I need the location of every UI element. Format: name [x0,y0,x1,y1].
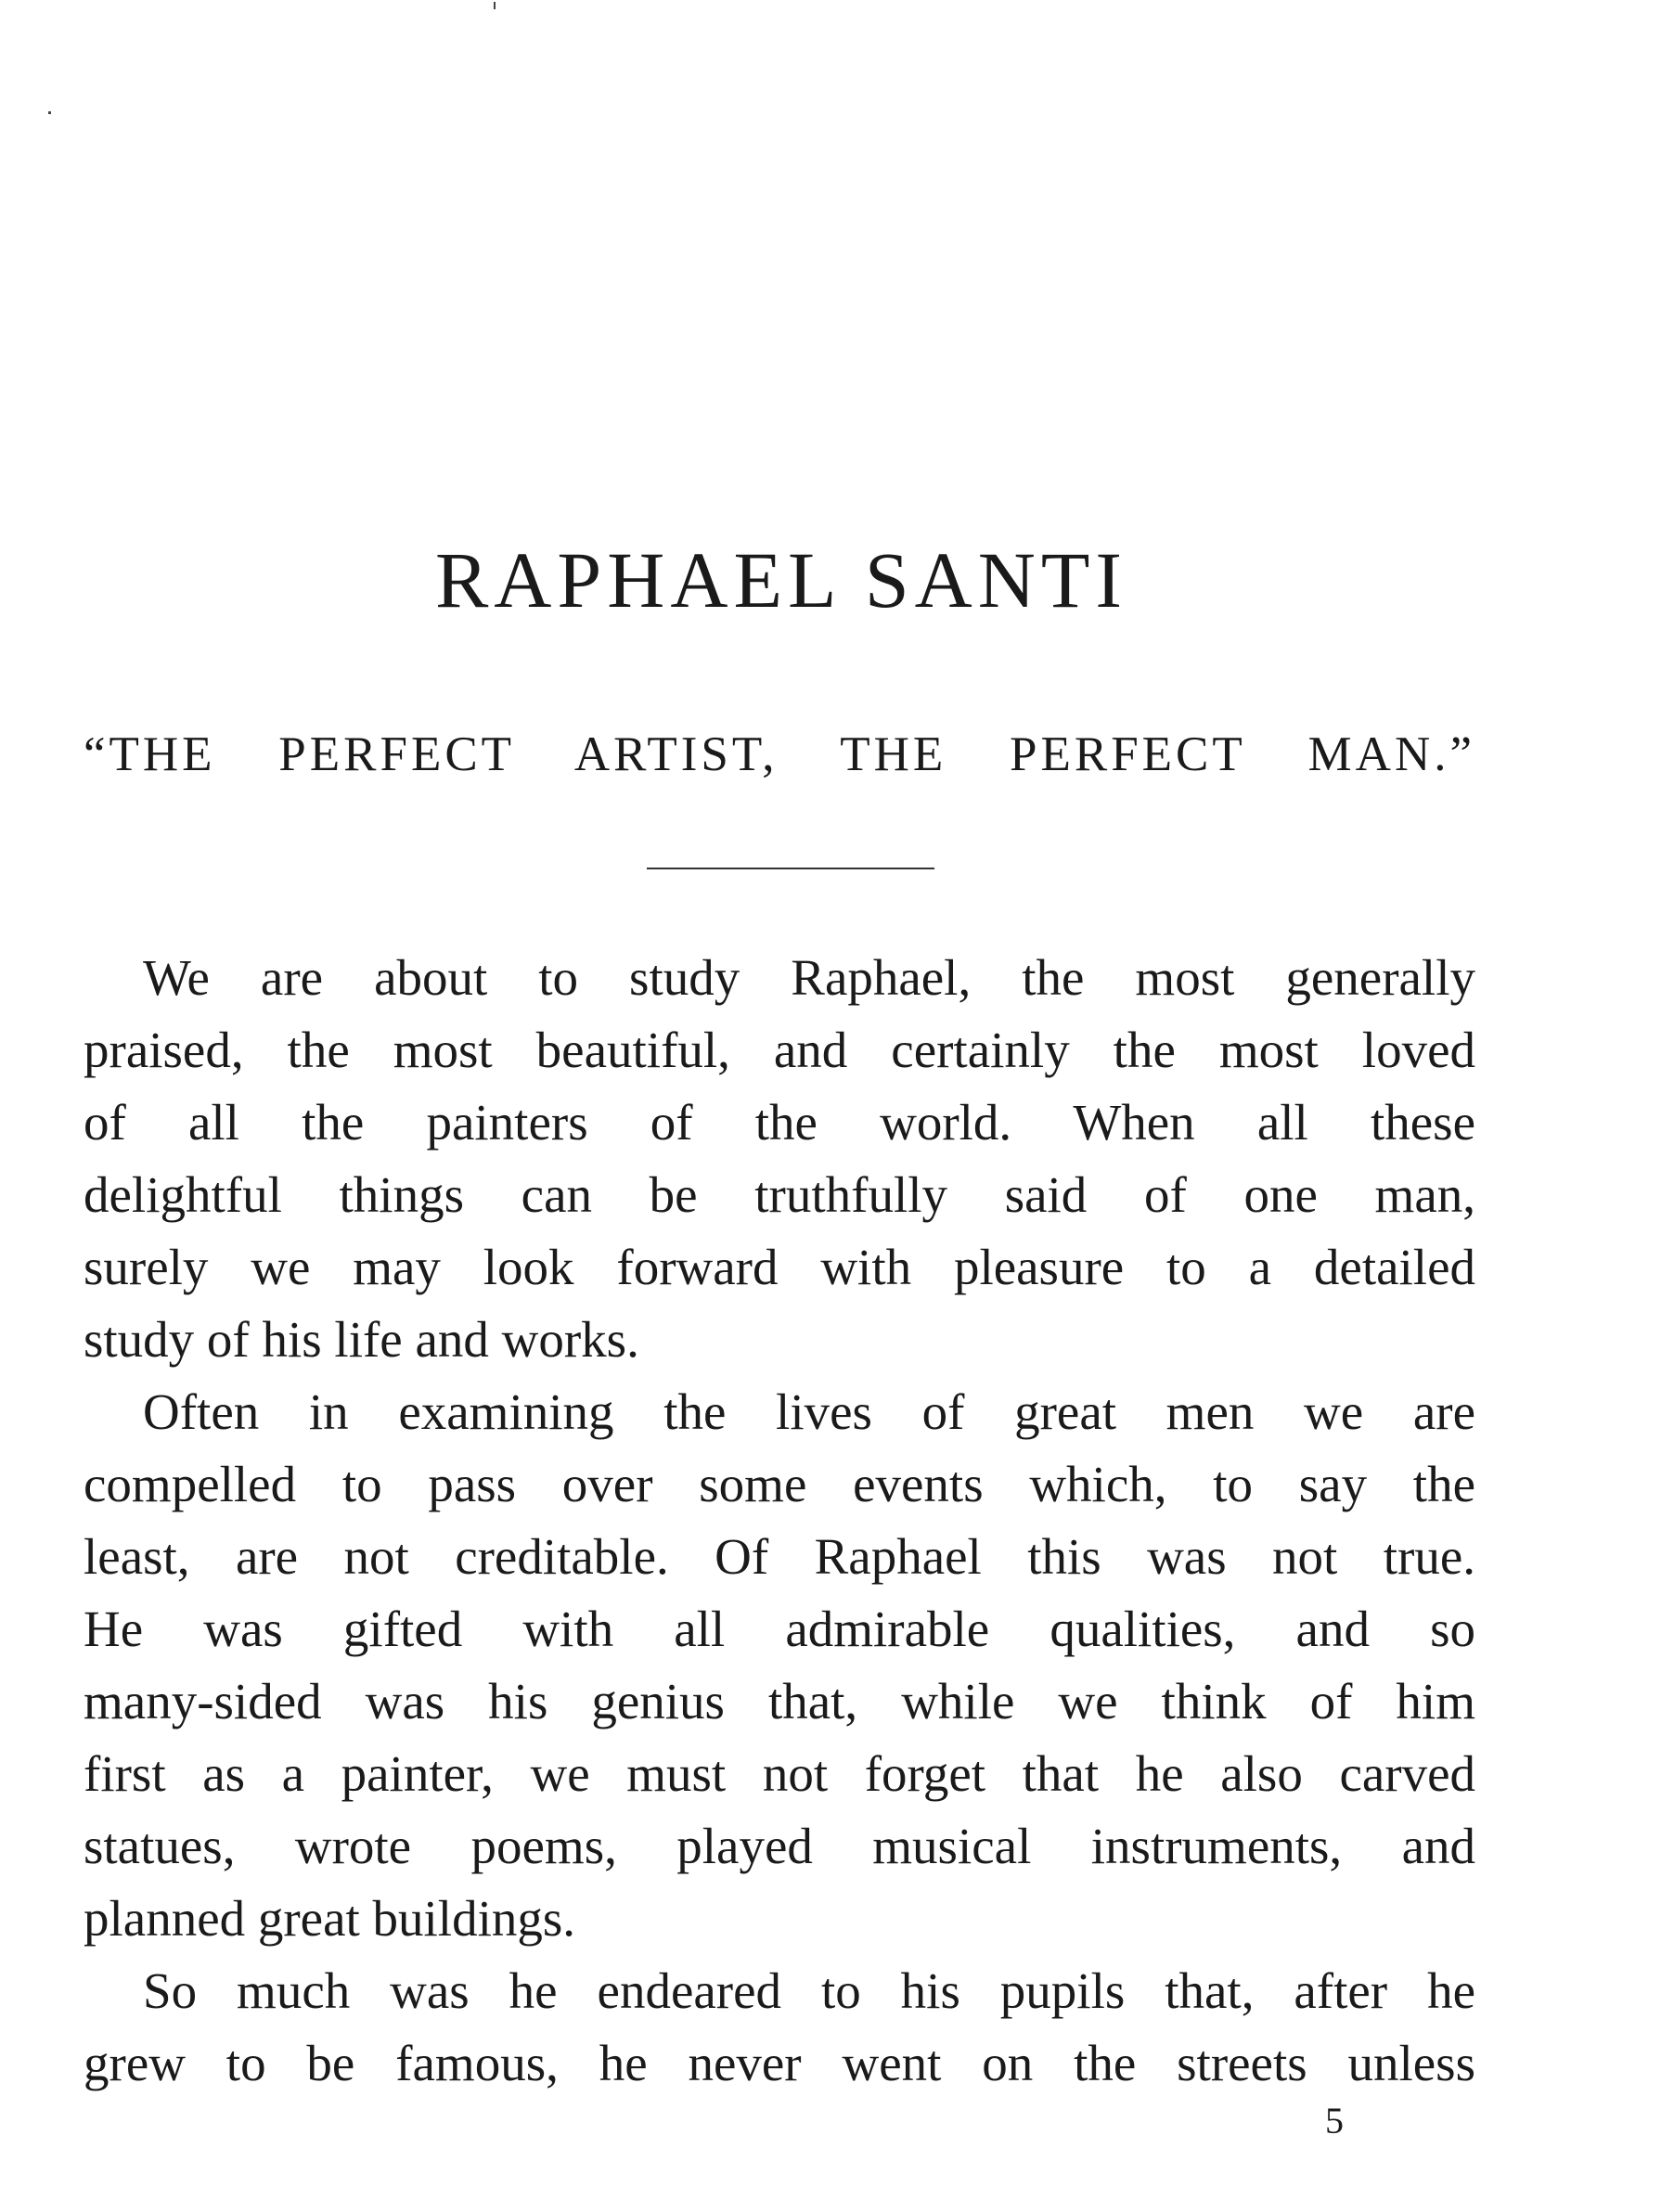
text-line: least, are not creditable. Of Raphael this was not true. [84,1528,1475,1585]
text-line: many-sided was his genius that, while we think of him [84,1673,1475,1730]
text-line: planned great buildings. [84,1890,576,1947]
body-text [84,942,1475,2100]
text-line: Often in examining the lives of great men we are [143,1383,1475,1440]
text-line: So much was he endeared to his pupils that, after he [143,1962,1475,2019]
page-number: 5 [1325,2100,1344,2141]
text-line: compelled to pass over some events which, to say the [84,1456,1475,1512]
text-line: We are about to study Raphael, the most generally [143,949,1475,1006]
text-line: surely we may look forward with pleasure to a detailed [84,1239,1475,1295]
text-line: statues, wrote poems, played musical instruments, and [84,1818,1475,1874]
text-line: He was gifted with all admirable qualities, and so [84,1601,1475,1657]
print-speck [494,2,496,9]
text-line: grew to be famous, he never went on the streets unless [84,2035,1475,2091]
text-line: praised, the most beautiful, and certainly the most loved [84,1022,1475,1078]
text-line: of all the painters of the world. When all these [84,1094,1475,1151]
text-line: delightful things can be truthfully said of one man, [84,1166,1475,1223]
text-line: study of his life and works. [84,1311,639,1368]
chapter-subtitle: “THE PERFECT ARTIST, THE PERFECT MAN.” [84,727,1475,781]
print-speck [48,111,51,114]
text-line: first as a painter, we must not forget that he also carved [84,1745,1475,1802]
title-divider [647,868,934,869]
chapter-title: RAPHAEL SANTI [434,535,1128,624]
